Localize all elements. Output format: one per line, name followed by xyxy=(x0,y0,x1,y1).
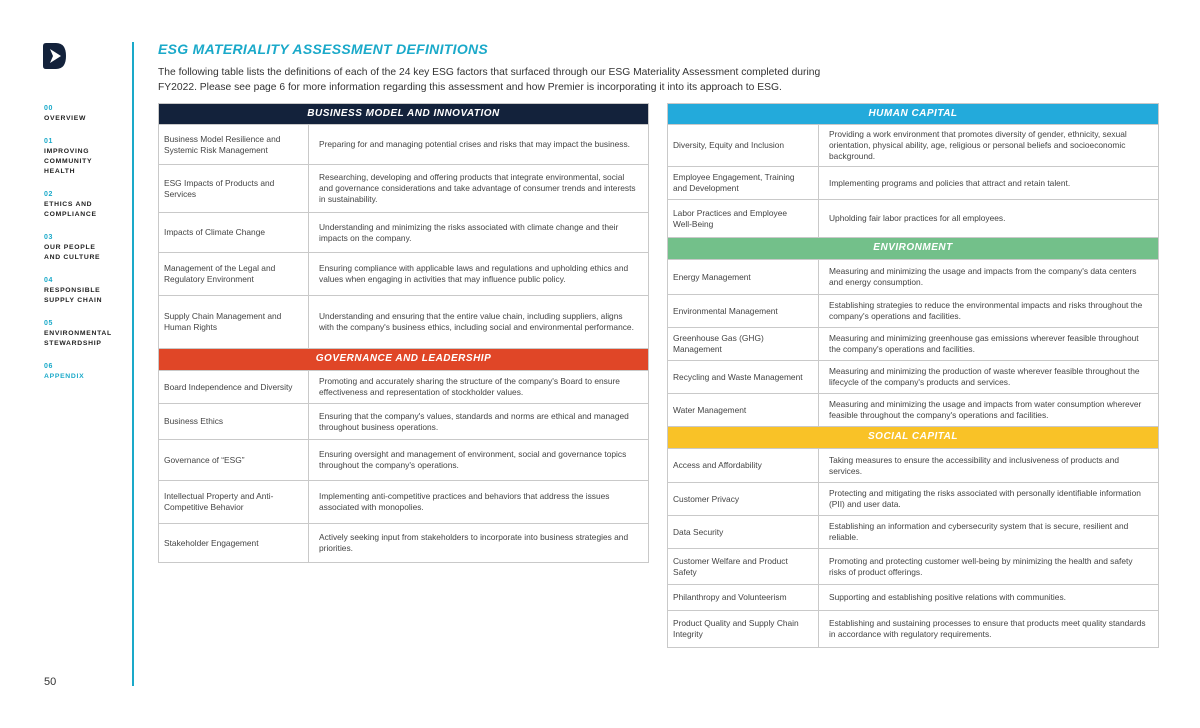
table-row xyxy=(668,549,1159,585)
factor-name: Business Ethics xyxy=(159,404,309,440)
factor-definition: Establishing strategies to reduce the environmental impacts and risks throughout the company's operations and facilities. xyxy=(819,295,1159,328)
nav-item-label: ENVIRONMENTAL STEWARDSHIP xyxy=(44,330,112,347)
section-title: BUSINESS MODEL AND INNOVATION xyxy=(159,104,649,125)
section-header-human-capital xyxy=(668,104,1159,125)
factor-name: Environmental Management xyxy=(668,295,819,328)
section-nav xyxy=(44,104,134,395)
factor-name: Data Security xyxy=(668,516,819,549)
factor-name: Recycling and Waste Management xyxy=(668,361,819,394)
nav-item-appendix[interactable] xyxy=(44,362,134,382)
table-row xyxy=(159,296,649,349)
table-row xyxy=(159,165,649,213)
table-row xyxy=(668,295,1159,328)
table-row xyxy=(159,213,649,253)
factor-name: Impacts of Climate Change xyxy=(159,213,309,253)
factor-name: Management of the Legal and Regulatory Environment xyxy=(159,253,309,296)
factor-definition: Implementing programs and policies that attract and retain talent. xyxy=(819,167,1159,200)
factor-definition: Understanding and ensuring that the entire value chain, including suppliers, aligns with the company's business ethics, including social and environmental performance. xyxy=(309,296,649,349)
page-title: ESG MATERIALITY ASSESSMENT DEFINITIONS xyxy=(158,41,489,57)
factor-definition: Promoting and accurately sharing the structure of the company's Board to ensure effectiveness and representation of stockholder values. xyxy=(309,371,649,404)
factor-name: Energy Management xyxy=(668,260,819,295)
factor-definition: Ensuring that the company's values, standards and norms are ethical and managed throughout business operations. xyxy=(309,404,649,440)
factor-definition: Actively seeking input from stakeholders to incorporate into business strategies and priorities. xyxy=(309,524,649,563)
factor-name: Intellectual Property and Anti-Competitive Behavior xyxy=(159,481,309,524)
nav-item-overview[interactable] xyxy=(44,104,134,124)
nav-item-number: 05 xyxy=(44,320,53,327)
nav-item-number: 01 xyxy=(44,138,53,145)
premier-logo-icon[interactable] xyxy=(42,42,68,70)
table-row xyxy=(668,328,1159,361)
table-row xyxy=(159,371,649,404)
factor-name: Product Quality and Supply Chain Integrity xyxy=(668,611,819,648)
factor-definition: Establishing an information and cybersecurity system that is secure, resilient and reliable. xyxy=(819,516,1159,549)
table-row xyxy=(668,394,1159,427)
factor-name: Labor Practices and Employee Well-Being xyxy=(668,200,819,238)
factor-name: Greenhouse Gas (GHG) Management xyxy=(668,328,819,361)
section-header-business-model xyxy=(159,104,649,125)
factor-definition: Measuring and minimizing the usage and impacts from the company's data centers and energy consumption. xyxy=(819,260,1159,295)
section-header-environment xyxy=(668,238,1159,260)
factor-name: Customer Welfare and Product Safety xyxy=(668,549,819,585)
factor-name: Board Independence and Diversity xyxy=(159,371,309,404)
nav-item-label: ETHICS AND COMPLIANCE xyxy=(44,201,97,218)
table-row xyxy=(159,404,649,440)
table-row xyxy=(159,253,649,296)
factor-definition: Preparing for and managing potential crises and risks that may impact the business. xyxy=(309,125,649,165)
section-title: SOCIAL CAPITAL xyxy=(668,427,1159,449)
factor-definition: Understanding and minimizing the risks associated with climate change and their impacts on the company. xyxy=(309,213,649,253)
factor-name: Philanthropy and Volunteerism xyxy=(668,585,819,611)
section-header-social-capital xyxy=(668,427,1159,449)
table-row xyxy=(668,449,1159,483)
page-number: 50 xyxy=(44,676,57,688)
factor-definition: Supporting and establishing positive relations with communities. xyxy=(819,585,1159,611)
factor-definition: Establishing and sustaining processes to ensure that products meet quality standards in accordance with regulatory requirements. xyxy=(819,611,1159,648)
factor-definition: Measuring and minimizing greenhouse gas emissions wherever feasible throughout the company's operations and facilities. xyxy=(819,328,1159,361)
factor-name: Diversity, Equity and Inclusion xyxy=(668,125,819,167)
nav-item-number: 06 xyxy=(44,363,53,370)
nav-item-number: 02 xyxy=(44,191,53,198)
factor-name: Governance of “ESG” xyxy=(159,440,309,481)
factor-definition: Upholding fair labor practices for all employees. xyxy=(819,200,1159,238)
factor-definition: Measuring and minimizing the production of waste wherever feasible throughout the lifecycle of the company's products and services. xyxy=(819,361,1159,394)
nav-item-number: 00 xyxy=(44,105,53,112)
table-row xyxy=(159,125,649,165)
table-row xyxy=(668,585,1159,611)
factor-name: ESG Impacts of Products and Services xyxy=(159,165,309,213)
factor-definition: Protecting and mitigating the risks associated with personally identifiable information (PII) and user data. xyxy=(819,483,1159,516)
intro-paragraph: The following table lists the definitions of each of the 24 key ESG factors that surfaced through our ESG Materiality Assessment completed during FY2022. Please see page 6 for more information regarding this assessment and how Premier is incorporating it into its approach to ESG. xyxy=(158,67,821,93)
factor-name: Stakeholder Engagement xyxy=(159,524,309,563)
table-row xyxy=(159,440,649,481)
nav-item-environmental-stewardship[interactable] xyxy=(44,319,134,349)
nav-item-our-people-and-culture[interactable] xyxy=(44,233,134,263)
factor-definition: Promoting and protecting customer well-being by minimizing the health and safety risks of product offerings. xyxy=(819,549,1159,585)
nav-item-label: RESPONSIBLE SUPPLY CHAIN xyxy=(44,287,103,304)
nav-item-label: APPENDIX xyxy=(44,373,85,380)
factor-definition: Measuring and minimizing the usage and impacts from water consumption wherever feasible throughout the company's operations and facilities. xyxy=(819,394,1159,427)
table-row xyxy=(668,611,1159,648)
table-row xyxy=(668,167,1159,200)
nav-item-responsible-supply-chain[interactable] xyxy=(44,276,134,306)
factor-definition: Researching, developing and offering products that integrate environmental, social and governance considerations and take advantage of consumer trends and interests in sustainability. xyxy=(309,165,649,213)
factor-definition: Implementing anti-competitive practices and behaviors that address the issues associated with monopolies. xyxy=(309,481,649,524)
table-row xyxy=(668,125,1159,167)
factor-name: Access and Affordability xyxy=(668,449,819,483)
table-row xyxy=(668,483,1159,516)
table-row xyxy=(668,260,1159,295)
nav-item-label: OVERVIEW xyxy=(44,115,87,122)
factor-name: Water Management xyxy=(668,394,819,427)
table-row xyxy=(668,516,1159,549)
left-definitions-table xyxy=(158,103,649,563)
nav-item-label: IMPROVING COMMUNITY HEALTH xyxy=(44,148,93,175)
factor-definition: Ensuring compliance with applicable laws and regulations and upholding ethics and values when engaging in activities that may influence public policy. xyxy=(309,253,649,296)
right-definitions-table xyxy=(667,103,1159,648)
section-title: HUMAN CAPITAL xyxy=(668,104,1159,125)
factor-name: Customer Privacy xyxy=(668,483,819,516)
nav-item-number: 03 xyxy=(44,234,53,241)
table-row xyxy=(668,200,1159,238)
factor-definition: Ensuring oversight and management of environment, social and governance topics throughout the company's operations. xyxy=(309,440,649,481)
factor-name: Employee Engagement, Training and Development xyxy=(668,167,819,200)
table-row xyxy=(668,361,1159,394)
nav-item-improving-community-health[interactable] xyxy=(44,137,134,177)
table-row xyxy=(159,524,649,563)
nav-item-label: OUR PEOPLE AND CULTURE xyxy=(44,244,101,261)
factor-name: Supply Chain Management and Human Rights xyxy=(159,296,309,349)
section-header-governance xyxy=(159,349,649,371)
nav-item-ethics-and-compliance[interactable] xyxy=(44,190,134,220)
factor-definition: Taking measures to ensure the accessibility and inclusiveness of products and services. xyxy=(819,449,1159,483)
factor-name: Business Model Resilience and Systemic Risk Management xyxy=(159,125,309,165)
table-row xyxy=(159,481,649,524)
section-title: GOVERNANCE AND LEADERSHIP xyxy=(159,349,649,371)
factor-definition: Providing a work environment that promotes diversity of gender, ethnicity, sexual orientation, physical ability, age, religious or personal beliefs and socioeconomic background. xyxy=(819,125,1159,167)
nav-item-number: 04 xyxy=(44,277,53,284)
section-title: ENVIRONMENT xyxy=(668,238,1159,260)
